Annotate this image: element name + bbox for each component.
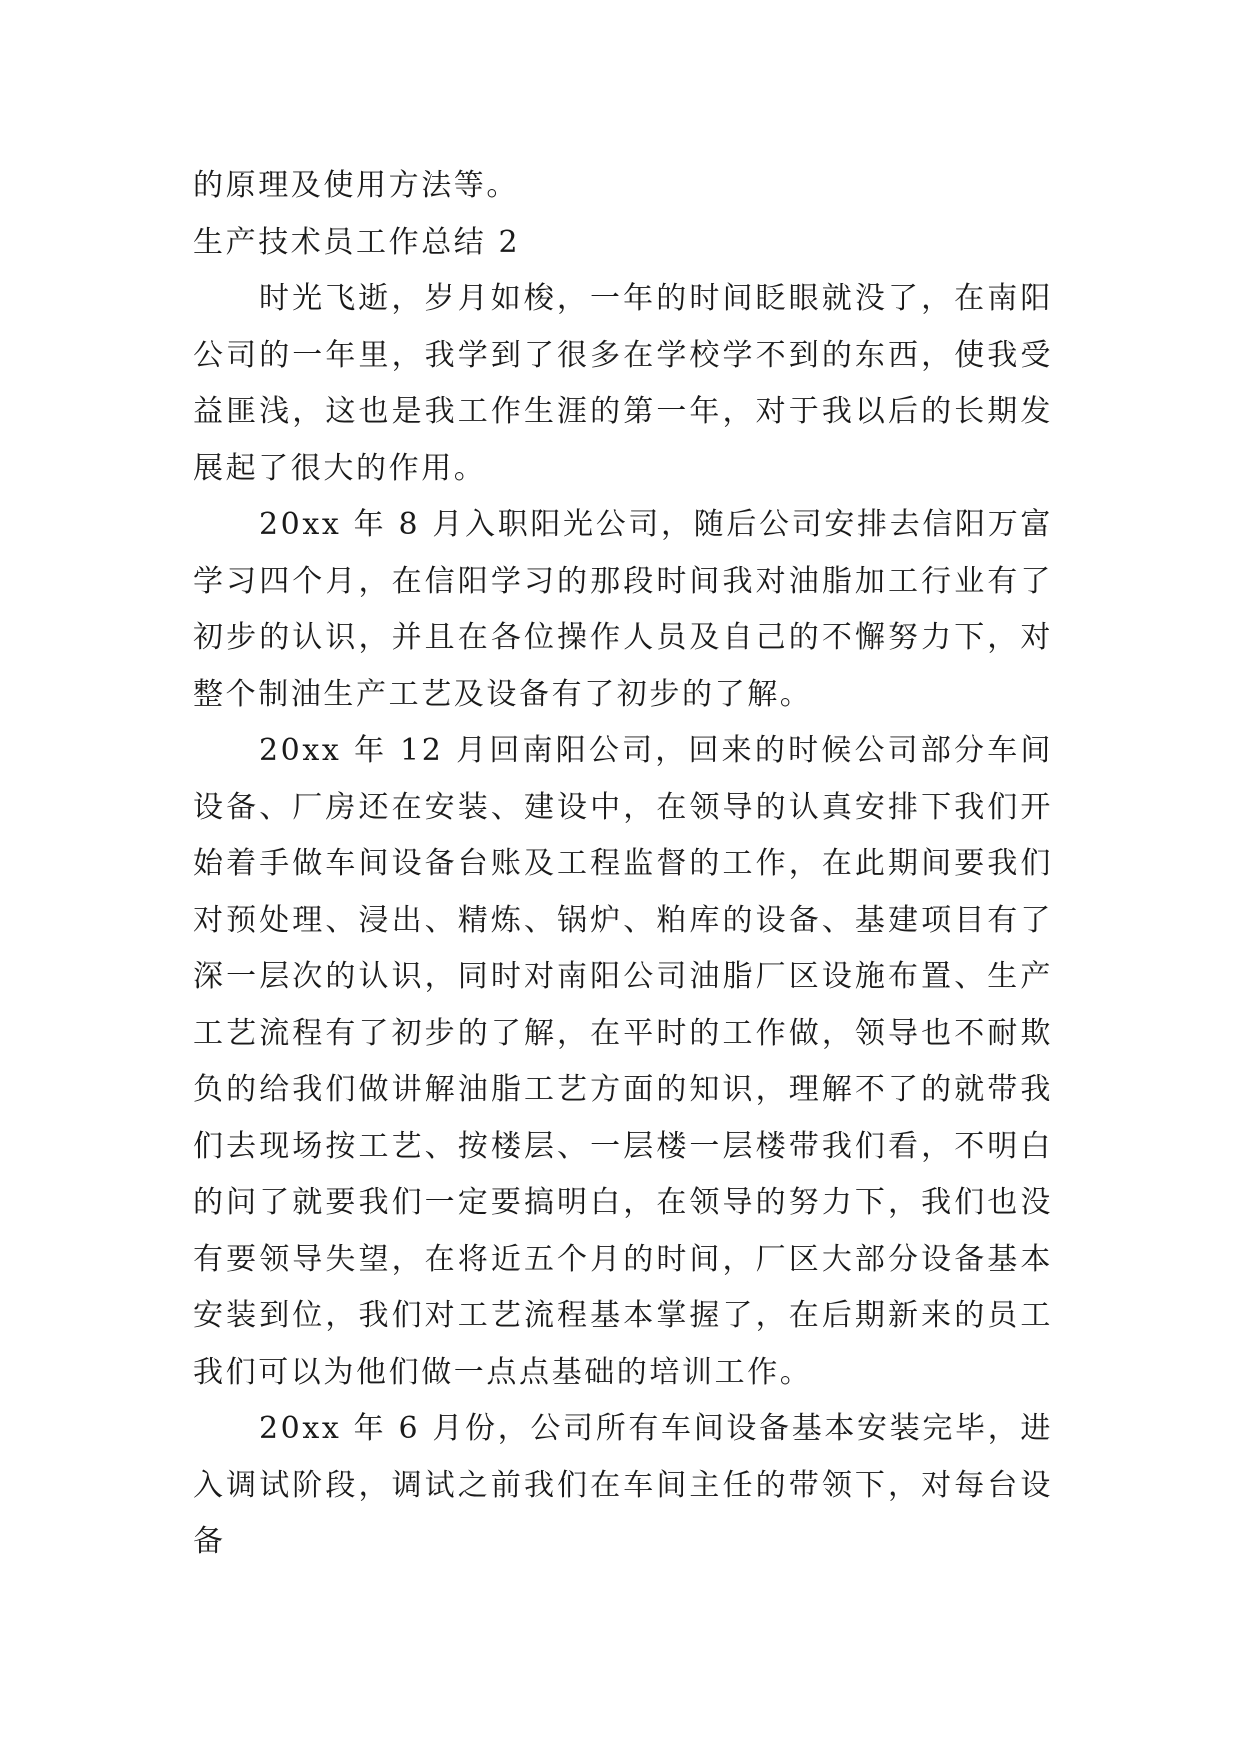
paragraph-2: 20xx 年 8 月入职阳光公司，随后公司安排去信阳万富学习四个月，在信阳学习的那段时间我对油脂加工行业有了初步的认识，并且在各位操作人员及自己的不懈努力下，对整个制油生产工艺及设备有了初步的了解。 (193, 507, 1053, 712)
paragraph-3: 20xx 年 12 月回南阳公司，回来的时候公司部分车间设备、厂房还在安装、建设中，在领导的认真安排下我们开始着手做车间设备台账及工程监督的工作，在此期间要我们对预处理、浸出、精炼、锅炉、粕库的设备、基建项目有了深一层次的认识，同时对南阳公司油脂厂区设施布置、生产工艺流程有了初步的了解，在平时的工作做，领导也不耐欺负的给我们做讲解油脂工艺方面的知识，理解不了的就带我们去现场按工艺、按楼层、一层楼一层楼带我们看，不明白的问了就要我们一定要搞明白，在领导的努力下，我们也没有要领导失望，在将近五个月的时间，厂区大部分设备基本安装到位，我们对工艺流程基本掌握了，在后期新来的员工我们可以为他们做一点点基础的培训工作。 (193, 733, 1053, 1390)
document-body (193, 158, 1053, 1571)
paragraph-4: 20xx 年 6 月份，公司所有车间设备基本安装完毕，进入调试阶段，调试之前我们在车间主任的带领下，对每台设备 (193, 1411, 1053, 1559)
paragraph-1: 时光飞逝，岁月如梭，一年的时间眨眼就没了，在南阳公司的一年里，我学到了很多在学校学不到的东西，使我受益匪浅，这也是我工作生涯的第一年，对于我以后的长期发展起了很大的作用。 (193, 281, 1053, 486)
continuation-text: 的原理及使用方法等。 (193, 168, 519, 203)
section-heading: 生产技术员工作总结 2 (193, 224, 521, 260)
